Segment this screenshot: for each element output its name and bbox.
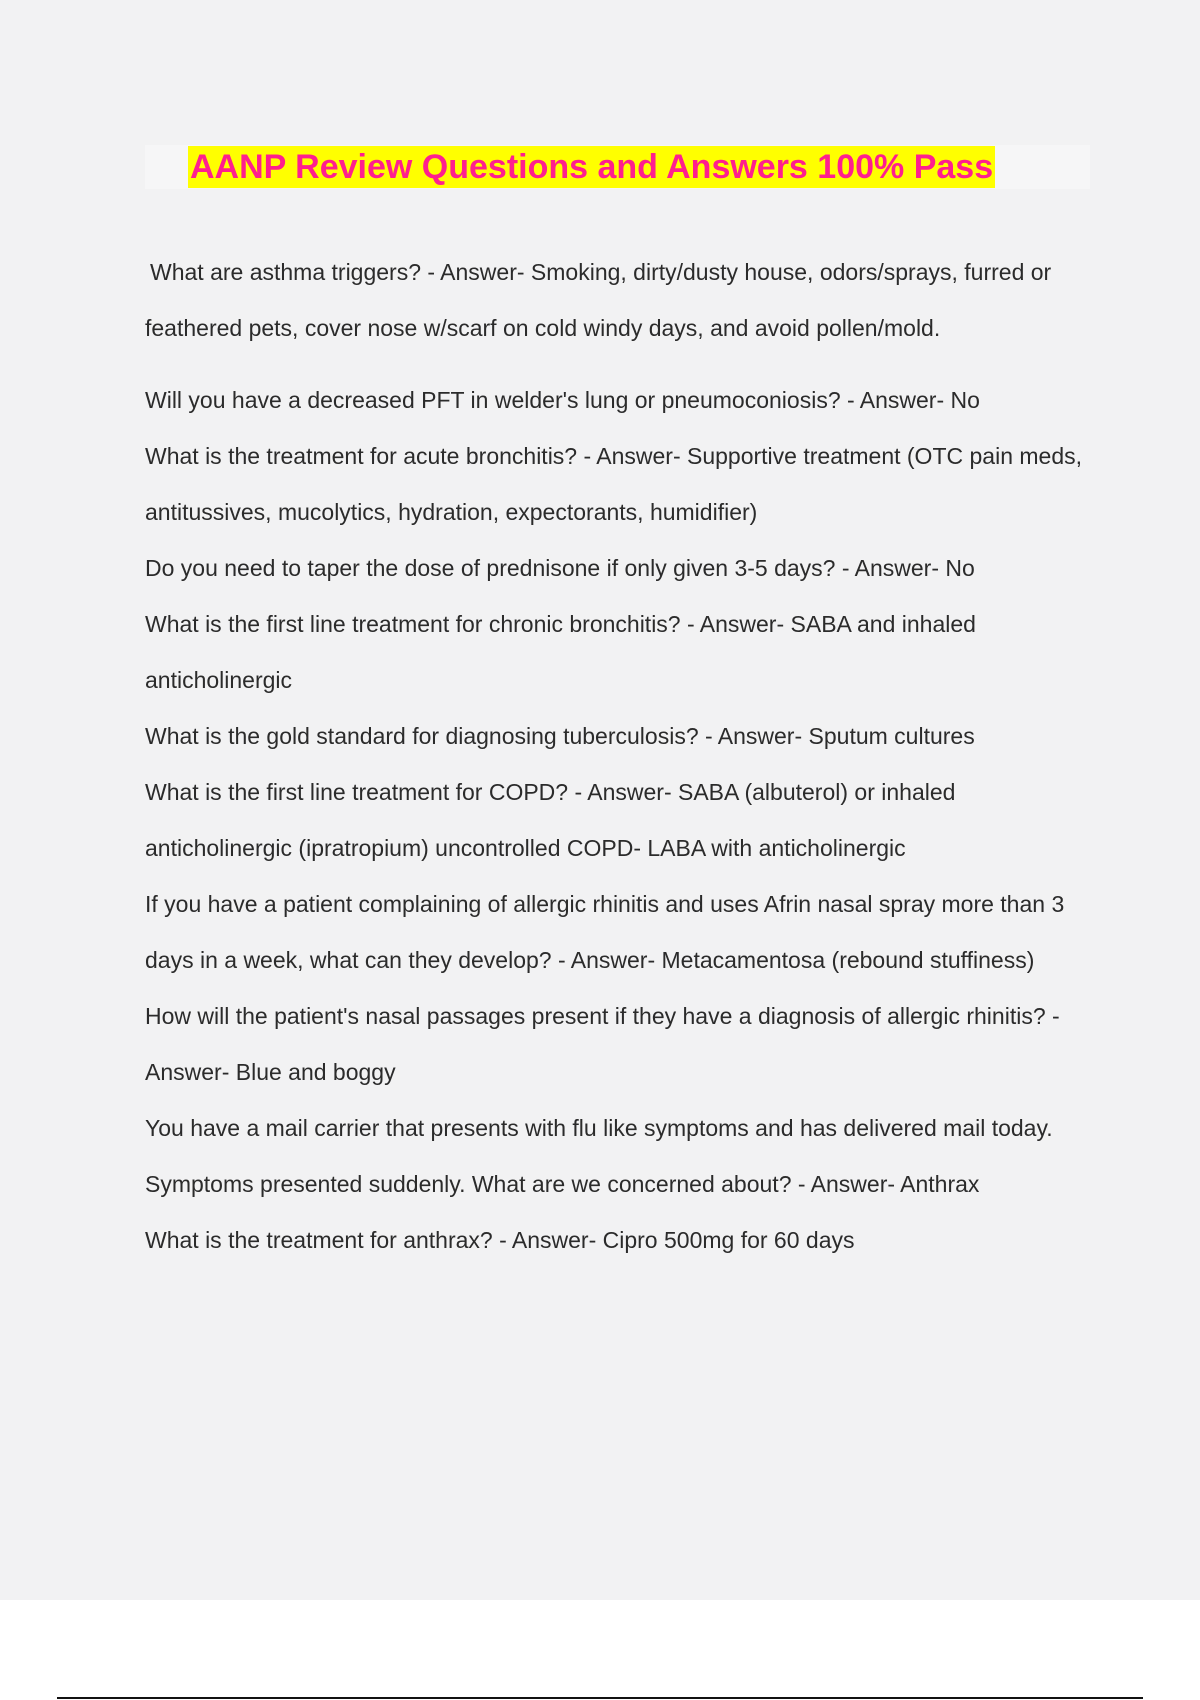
- qa-item: What is the first line treatment for chronic bronchitis? - Answer- SABA and inhaled anticholinergic: [145, 611, 976, 693]
- qa-item: Will you have a decreased PFT in welder's lung or pneumoconiosis? - Answer- No: [145, 387, 980, 413]
- document-title: AANP Review Questions and Answers 100% Pass: [190, 148, 994, 186]
- qa-item: What is the treatment for acute bronchitis? - Answer- Supportive treatment (OTC pain meds, antitussives, mucolytics, hydration, expectorants, humidifier): [145, 443, 1083, 525]
- qa-item: If you have a patient complaining of allergic rhinitis and uses Afrin nasal spray more than 3 days in a week, what can they develop? - Answer- Metacamentosa (rebound stuffiness): [145, 891, 1065, 973]
- qa-item: What is the treatment for anthrax? - Answer- Cipro 500mg for 60 days: [145, 1227, 855, 1253]
- qa-item: What is the first line treatment for COPD? - Answer- SABA (albuterol) or inhaled anticholinergic (ipratropium) uncontrolled COPD- LABA with anticholinergic: [145, 779, 956, 861]
- qa-item: What is the gold standard for diagnosing tuberculosis? - Answer- Sputum cultures: [145, 723, 975, 749]
- qa-item: Do you need to taper the dose of prednisone if only given 3-5 days? - Answer- No: [145, 555, 975, 581]
- qa-list: [145, 244, 1095, 1268]
- qa-item: How will the patient's nasal passages present if they have a diagnosis of allergic rhinitis? - Answer- Blue and boggy: [145, 1003, 1060, 1085]
- qa-item: You have a mail carrier that presents with flu like symptoms and has delivered mail today. Symptoms presented suddenly. What are we concerned about? - Answer- Anthrax: [145, 1115, 1053, 1197]
- qa-item: What are asthma triggers? - Answer- Smoking, dirty/dusty house, odors/sprays, furred or feathered pets, cover nose w/scarf on cold windy days, and avoid pollen/mold.: [145, 259, 1052, 341]
- page-bottom-rule: [57, 1697, 1143, 1699]
